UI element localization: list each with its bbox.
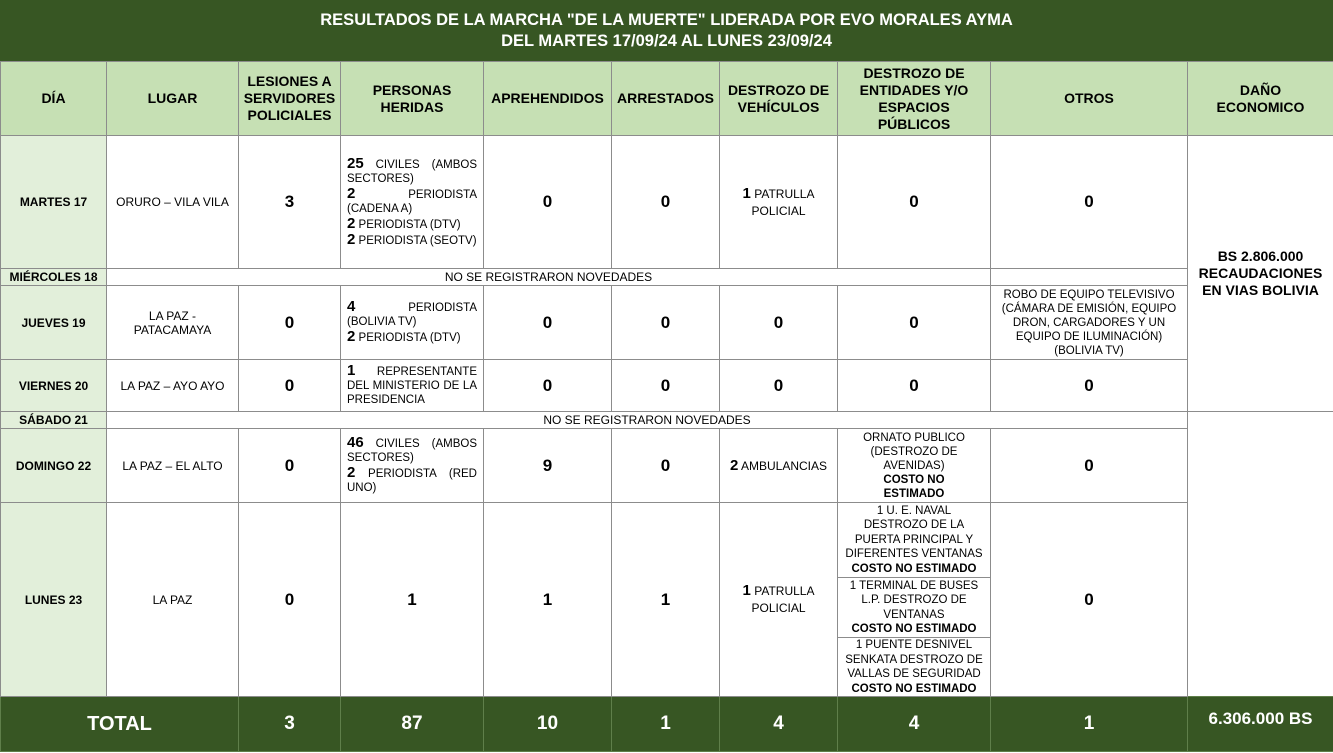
day-cell: SÁBADO 21 [1, 412, 107, 429]
wounded-desc: PERIODISTA (BOLIVIA TV) [347, 302, 477, 328]
wounded-count: 2 [347, 464, 356, 481]
table-row [1, 503, 1333, 697]
entity-cost: COSTO NO ESTIMADO [851, 623, 977, 635]
table-row [1, 360, 1333, 412]
entity-item [838, 578, 990, 638]
table-row [1, 429, 1333, 503]
injuries-cell: 0 [239, 286, 341, 360]
wounded-count: 2 [347, 328, 356, 345]
entities-stack [838, 503, 990, 696]
injuries-cell: 0 [239, 429, 341, 503]
report-title [0, 0, 1333, 61]
vehicles-count: 1 [742, 184, 751, 202]
table-row [1, 136, 1333, 269]
wounded-count: 1 [347, 362, 356, 379]
wounded-count: 46 [347, 434, 364, 451]
apprehended-cell: 0 [484, 360, 612, 412]
results-table [0, 61, 1333, 752]
others-cell: 0 [991, 503, 1188, 697]
day-cell: MIÉRCOLES 18 [1, 269, 107, 286]
wounded-desc: CIVILES (AMBOS SECTORES) [347, 158, 477, 185]
day-cell: JUEVES 19 [1, 286, 107, 360]
header-row [1, 62, 1333, 136]
entity-item [838, 503, 990, 578]
wounded-count: 25 [347, 154, 364, 172]
title-line-1: RESULTADOS DE LA MARCHA "DE LA MUERTE" LIDERADA POR EVO MORALES AYMA [320, 10, 1013, 29]
wounded-desc: PERIODISTA (DTV) [358, 332, 461, 344]
vehicles-desc: PATRULLA POLICIAL [751, 186, 815, 218]
total-label: TOTAL [1, 697, 239, 752]
vehicles-cell: 0 [720, 360, 838, 412]
day-cell: VIERNES 20 [1, 360, 107, 412]
wounded-desc: PERIODISTA (RED UNO) [347, 468, 477, 494]
no-news-cell: NO SE REGISTRARON NOVEDADES [107, 412, 1188, 429]
vehicles-cell [720, 503, 838, 697]
apprehended-cell: 0 [484, 136, 612, 269]
total-wounded: 87 [341, 697, 484, 752]
header-dano: DAÑO ECONOMICO [1188, 62, 1333, 136]
vehicles-desc: AMBULANCIAS [740, 458, 828, 473]
table-row [1, 269, 1333, 286]
entity-desc: 1 TERMINAL DE BUSES L.P. DESTROZO DE VENTANAS [849, 579, 979, 621]
header-entidades: DESTROZO DE ENTIDADES Y/O ESPACIOS PÚBLICOS [838, 62, 991, 136]
apprehended-cell: 1 [484, 503, 612, 697]
wounded-cell [341, 429, 484, 503]
place-cell: LA PAZ [107, 503, 239, 697]
entity-cost: COSTO NO ESTIMADO [883, 473, 945, 500]
damage-text-1: BS 2.806.000 RECAUDACIONES EN VIAS BOLIVIA [1198, 248, 1323, 298]
header-arrestados: ARRESTADOS [612, 62, 720, 136]
injuries-cell: 0 [239, 360, 341, 412]
entity-cost: COSTO NO ESTIMADO [851, 682, 977, 695]
apprehended-cell: 0 [484, 286, 612, 360]
wounded-desc: PERIODISTA (SEOTV) [358, 234, 477, 247]
wounded-count: 2 [347, 214, 356, 232]
others-cell: ROBO DE EQUIPO TELEVISIVO (CÁMARA DE EMISIÓN, EQUIPO DRON, CARGADORES Y UN EQUIPO DE ILUMINACIÓN) (BOLIVIA TV) [991, 286, 1188, 360]
total-arrested: 1 [612, 697, 720, 752]
others-cell: 0 [991, 136, 1188, 269]
total-entities: 4 [838, 697, 991, 752]
entities-cell: 0 [838, 286, 991, 360]
arrested-cell: 0 [612, 286, 720, 360]
total-damage: 6.306.000 BS [1188, 697, 1333, 752]
total-apprehended: 10 [484, 697, 612, 752]
entities-cell: 0 [838, 360, 991, 412]
wounded-count: 2 [347, 230, 356, 248]
title-line-2: DEL MARTES 17/09/24 AL LUNES 23/09/24 [501, 31, 832, 50]
vehicles-count: 1 [742, 582, 751, 599]
total-vehicles: 4 [720, 697, 838, 752]
total-injuries: 3 [239, 697, 341, 752]
entity-desc: 1 U. E. NAVAL DESTROZO DE LA PUERTA PRINCIPAL Y DIFERENTES VENTANAS [845, 504, 983, 561]
arrested-cell: 0 [612, 136, 720, 269]
wounded-cell [341, 136, 484, 269]
entities-cell [838, 503, 991, 697]
table-row [1, 286, 1333, 360]
wounded-desc: PERIODISTA (CADENA A) [347, 188, 477, 215]
table-row [1, 412, 1333, 429]
entities-cell: 0 [838, 136, 991, 269]
others-cell: 0 [991, 429, 1188, 503]
header-lugar: LUGAR [107, 62, 239, 136]
vehicles-cell [720, 429, 838, 503]
total-others: 1 [991, 697, 1188, 752]
day-cell: DOMINGO 22 [1, 429, 107, 503]
wounded-cell [341, 286, 484, 360]
arrested-cell: 1 [612, 503, 720, 697]
header-lesiones: LESIONES A SERVIDORES POLICIALES [239, 62, 341, 136]
no-news-cell: NO SE REGISTRARON NOVEDADES [107, 269, 991, 286]
vehicles-cell: 0 [720, 286, 838, 360]
injuries-cell: 0 [239, 503, 341, 697]
header-heridas: PERSONAS HERIDAS [341, 62, 484, 136]
entity-cost: COSTO NO ESTIMADO [851, 562, 977, 575]
total-row [1, 697, 1333, 752]
header-otros: OTROS [991, 62, 1188, 136]
vehicles-count: 2 [729, 456, 739, 474]
wounded-cell [341, 360, 484, 412]
wounded-count: 2 [347, 184, 356, 202]
header-aprehendidos: APREHENDIDOS [484, 62, 612, 136]
wounded-cell: 1 [341, 503, 484, 697]
arrested-cell: 0 [612, 429, 720, 503]
wounded-desc: CIVILES (AMBOS SECTORES) [347, 438, 477, 464]
damage-block-1 [1188, 136, 1333, 412]
entities-cell [838, 429, 991, 503]
vehicles-cell [720, 136, 838, 269]
header-dia: DÍA [1, 62, 107, 136]
place-cell: ORURO – VILA VILA [107, 136, 239, 269]
others-cell: 0 [991, 360, 1188, 412]
arrested-cell: 0 [612, 360, 720, 412]
entity-desc: ORNATO PUBLICO (DESTROZO DE AVENIDAS) [863, 431, 965, 472]
wounded-count: 4 [347, 298, 356, 315]
empty-cell [991, 269, 1188, 286]
day-cell: LUNES 23 [1, 503, 107, 697]
day-cell: MARTES 17 [1, 136, 107, 269]
entity-desc: 1 PUENTE DESNIVEL SENKATA DESTROZO DE VALLAS DE SEGURIDAD [845, 639, 983, 680]
place-cell: LA PAZ – AYO AYO [107, 360, 239, 412]
wounded-desc: REPRESENTANTE DEL MINISTERIO DE LA PRESIDENCIA [347, 366, 477, 406]
place-cell: LA PAZ – EL ALTO [107, 429, 239, 503]
entity-item [838, 638, 990, 696]
header-vehiculos: DESTROZO DE VEHÍCULOS [720, 62, 838, 136]
place-cell: LA PAZ - PATACAMAYA [107, 286, 239, 360]
vehicles-desc: PATRULLA POLICIAL [751, 584, 815, 615]
injuries-cell: 3 [239, 136, 341, 269]
apprehended-cell: 9 [484, 429, 612, 503]
wounded-desc: PERIODISTA (DTV) [358, 218, 461, 231]
